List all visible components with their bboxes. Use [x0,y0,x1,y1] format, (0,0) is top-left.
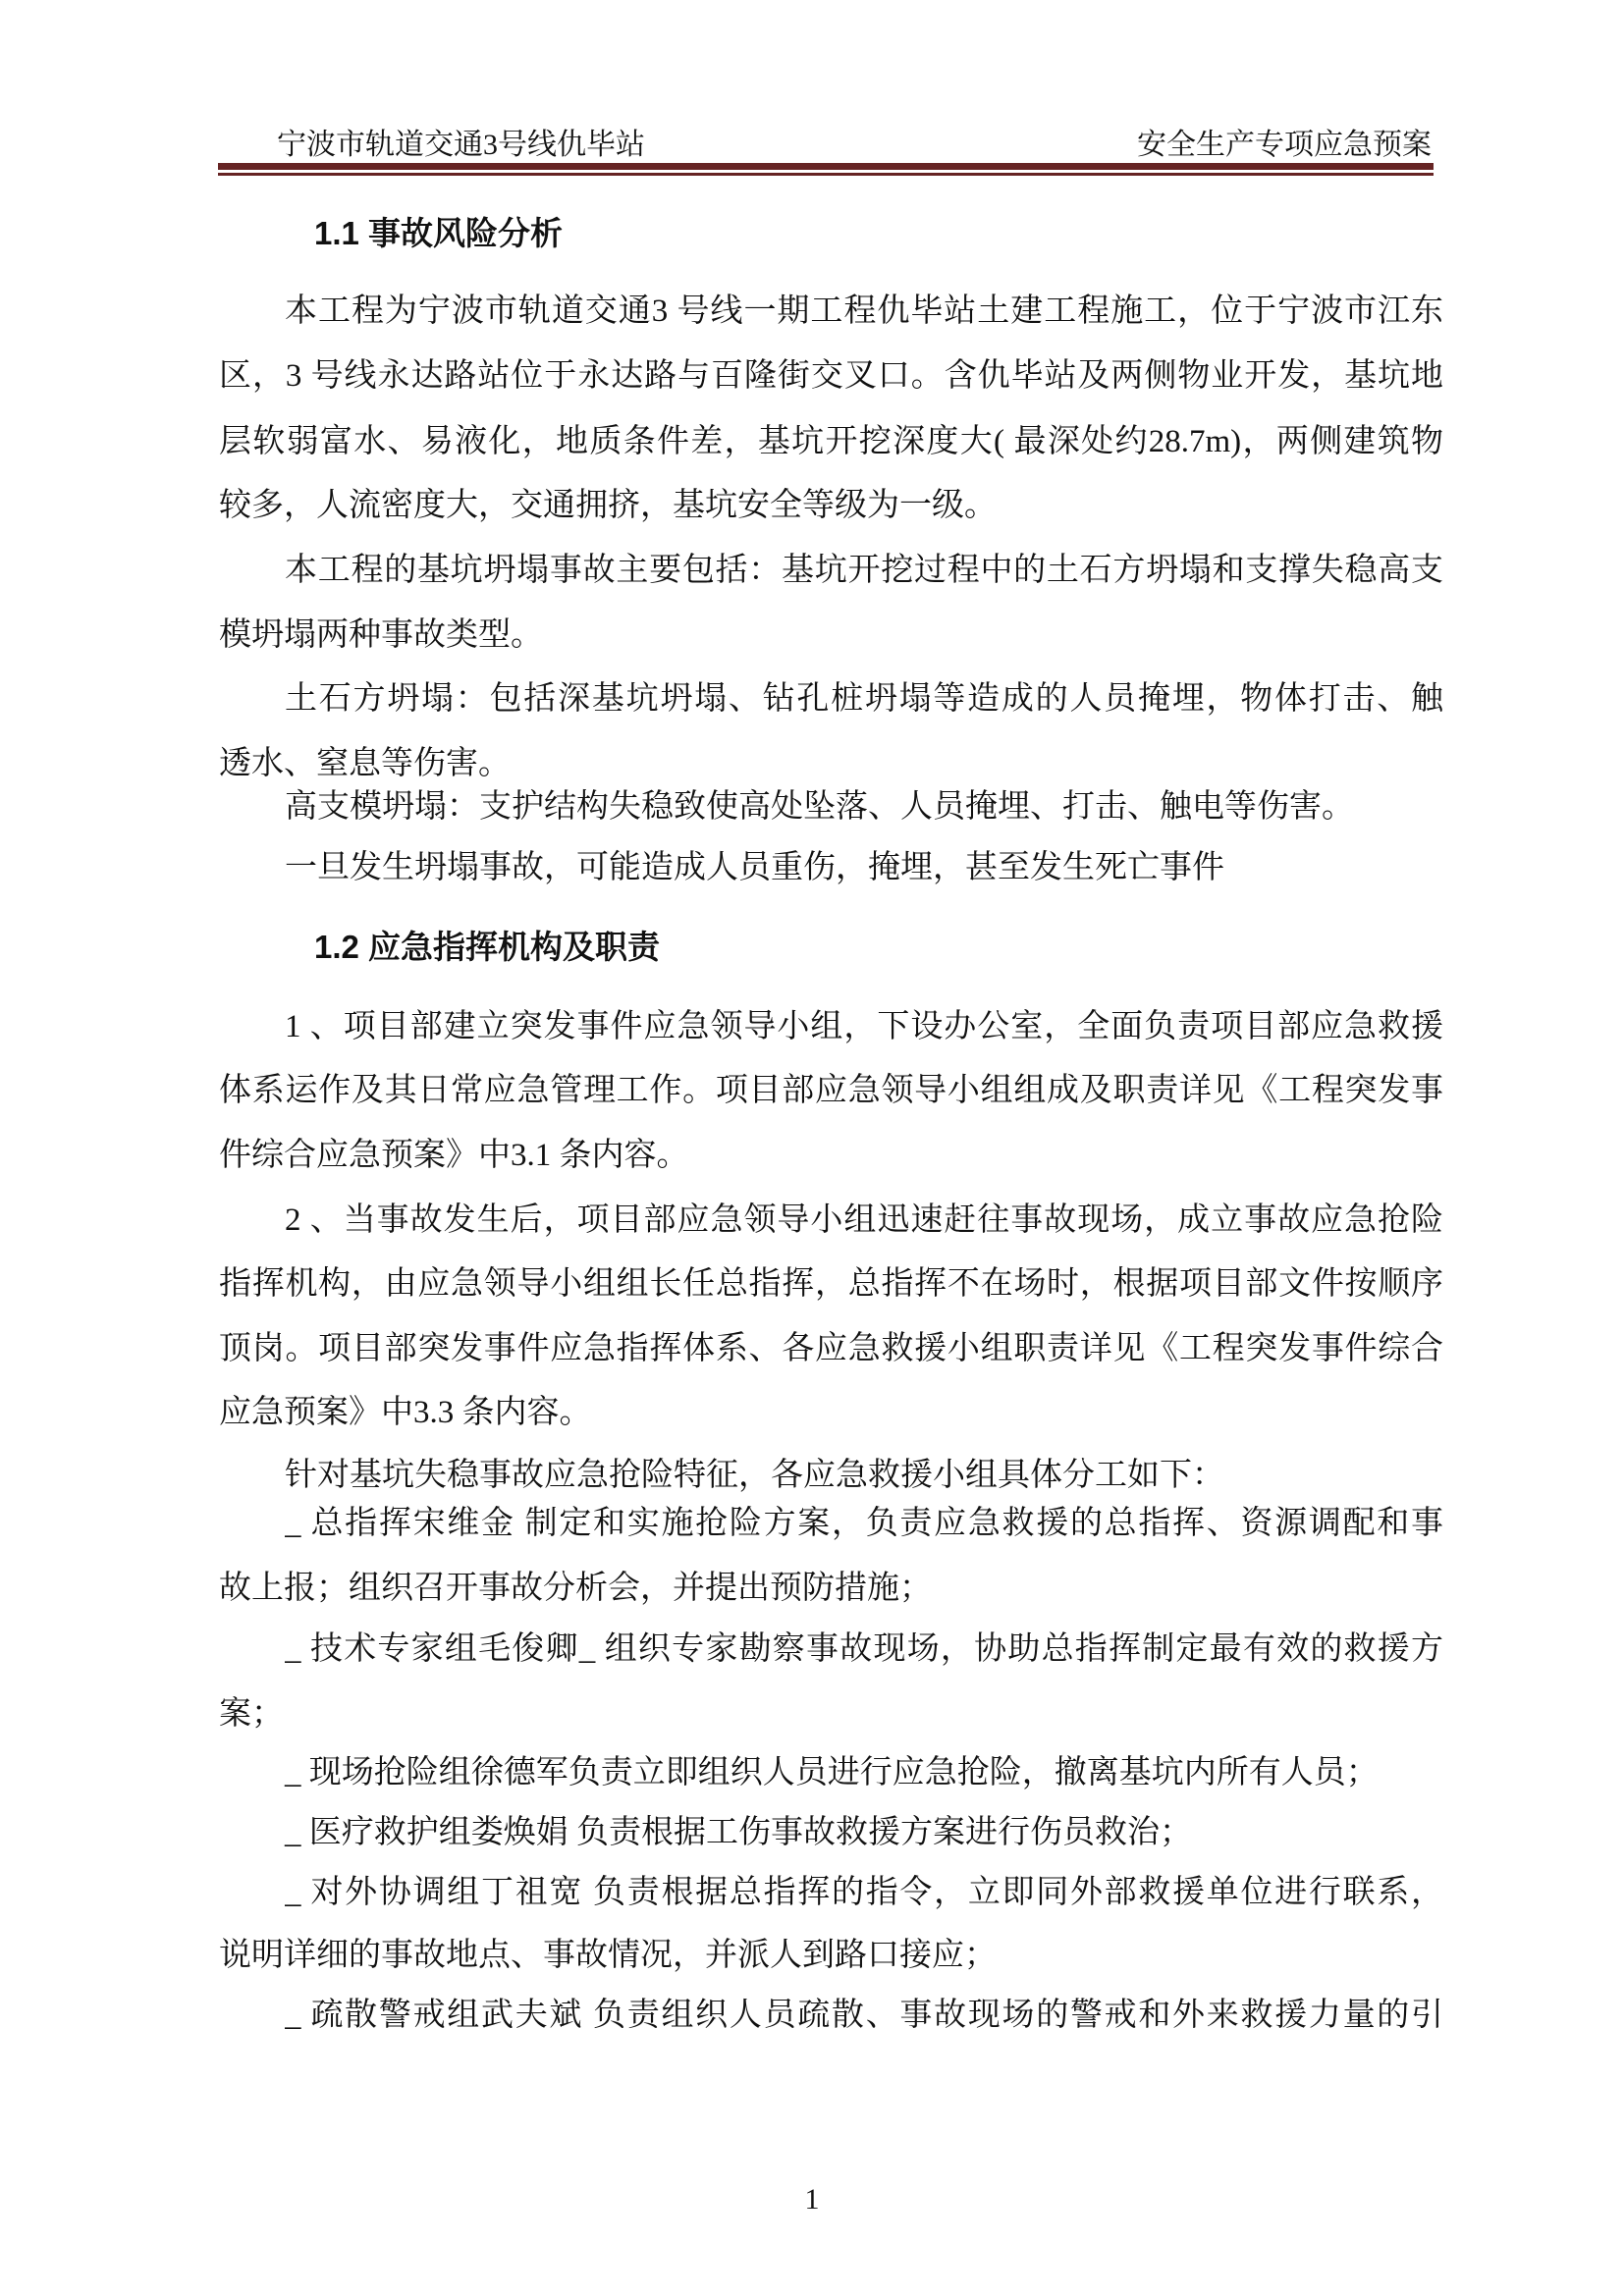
text-line: _ 总指挥宋维金 制定和实施抢险方案，负责应急救援的总指挥、资源调配和事 [285,1506,1443,1541]
text-line: 本工程为宁波市轨道交通3 号线一期工程仇毕站土建工程施工，位于宁波市江东 [285,294,1443,329]
text-line: 2 、当事故发生后，项目部应急领导小组迅速赶往事故现场，成立事故应急抢险 [285,1202,1443,1238]
text-line: 较多，人流密度大，交通拥挤，基坑安全等级为一级。 [219,488,997,523]
page-number: 1 [804,2183,820,2216]
text-line: 本工程的基坑坍塌事故主要包括：基坑开挖过程中的土石方坍塌和支撑失稳高支 [285,553,1443,588]
section-heading-1-2: 1.2 应急指挥机构及职责 [314,929,661,965]
text-line: 顶岗。项目部突发事件应急指挥体系、各应急救援小组职责详见《工程突发事件综合 [219,1331,1443,1366]
text-line: 指挥机构，由应急领导小组组长任总指挥，总指挥不在场时，根据项目部文件按顺序 [219,1266,1443,1302]
text-line: 说明详细的事故地点、事故情况，并派人到路口接应； [219,1938,997,1973]
text-line: 故上报；组织召开事故分析会，并提出预防措施； [219,1571,932,1606]
section-heading-1-1: 1.1 事故风险分析 [314,215,564,251]
text-line: 1 、项目部建立突发事件应急领导小组，下设办公室，全面负责项目部应急救援 [285,1009,1443,1044]
header-left-title: 宁波市轨道交通3号线仇毕站 [277,129,645,161]
text-line: 透水、窒息等伤害。 [219,746,511,781]
text-line: 区，3 号线永达路站位于永达路与百隆街交叉口。含仇毕站及两侧物业开发，基坑地 [219,358,1443,394]
header-right-title: 安全生产专项应急预案 [1137,129,1432,161]
text-line: 一旦发生坍塌事故，可能造成人员重伤，掩埋，甚至发生死亡事件 [285,850,1224,885]
text-line: _ 医疗救护组娄焕娟 负责根据工伤事故救援方案进行伤员救治； [285,1815,1192,1850]
header-rule-thin [218,173,1434,176]
header-rule-thick [218,163,1434,170]
text-line: 件综合应急预案》中3.1 条内容。 [219,1138,689,1173]
text-line: _ 现场抢险组徐德军负责立即组织人员进行应急抢险，撤离基坑内所有人员； [285,1755,1379,1790]
text-line: 针对基坑失稳事故应急抢险特征，各应急救援小组具体分工如下： [285,1458,1224,1493]
text-line: 土石方坍塌：包括深基坑坍塌、钻孔桩坍塌等造成的人员掩埋，物体打击、触 [285,681,1443,717]
text-line: _ 对外协调组丁祖宽 负责根据总指挥的指令，立即同外部救援单位进行联系， [285,1875,1443,1910]
text-line: _ 技术专家组毛俊卿_ 组织专家勘察事故现场，协助总指挥制定最有效的救援方 [285,1631,1443,1667]
text-line: 模坍塌两种事故类型。 [219,617,543,653]
text-line: _ 疏散警戒组武夫斌 负责组织人员疏散、事故现场的警戒和外来救援力量的引 [285,1998,1443,2033]
text-line: 应急预案》中3.3 条内容。 [219,1395,592,1430]
text-line: 层软弱富水、易液化，地质条件差，基坑开挖深度大( 最深处约28.7m)，两侧建筑物 [219,424,1443,459]
text-line: 体系运作及其日常应急管理工作。项目部应急领导小组组成及职责详见《工程突发事 [219,1073,1443,1108]
text-line: 高支模坍塌：支护结构失稳致使高处坠落、人员掩埋、打击、触电等伤害。 [285,789,1354,825]
text-line: 案； [219,1696,284,1732]
